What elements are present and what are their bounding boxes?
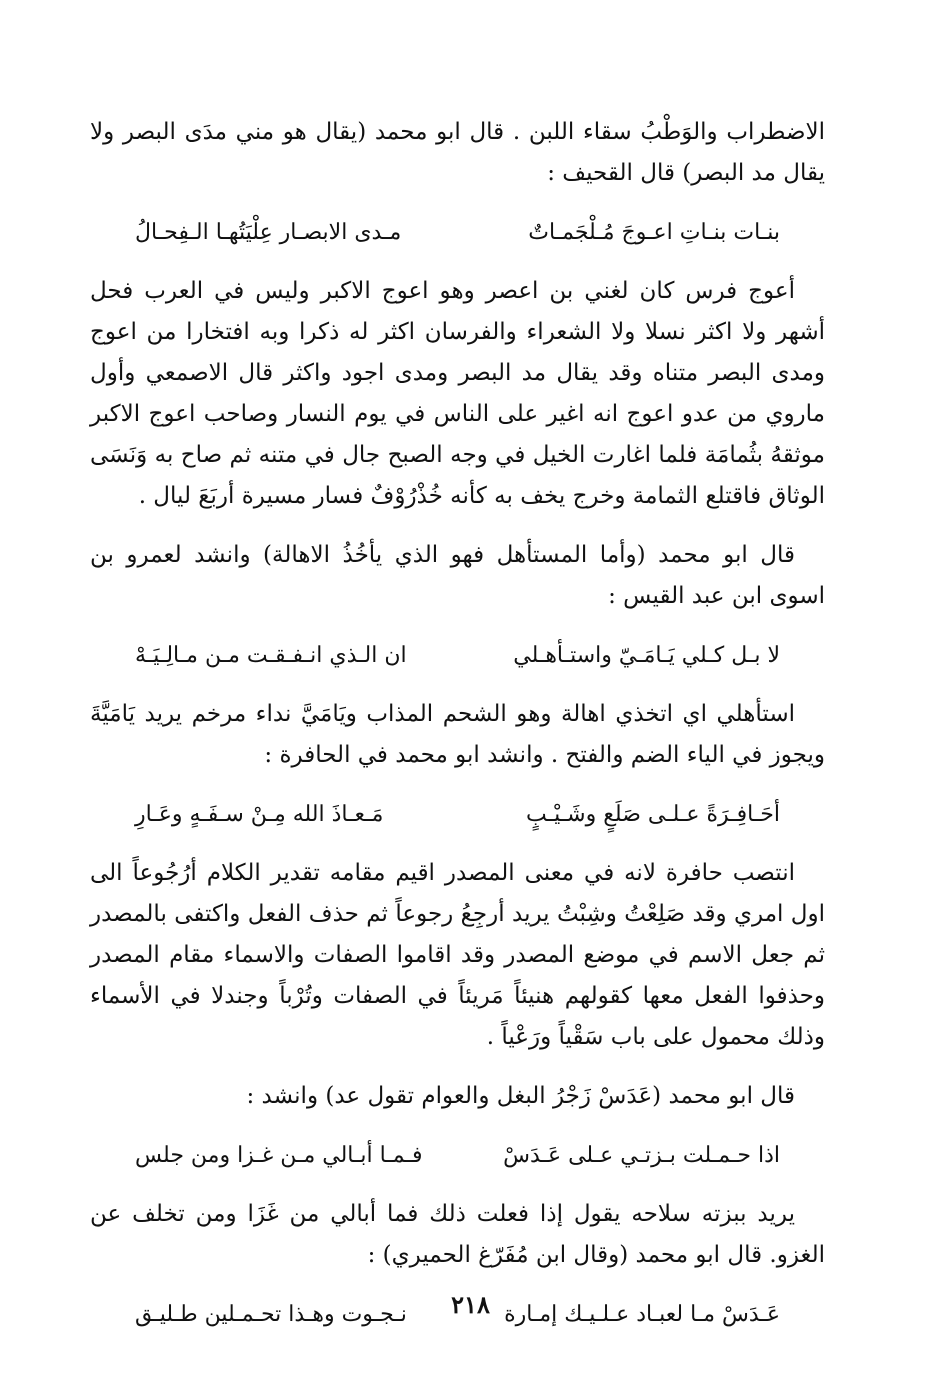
verse-line bbox=[90, 794, 825, 835]
paragraph: انتصب حافرة لانه في معنى المصدر اقيم مقامه تقدير الكلام أرُجُوعاً الى اول امري وقد صَلِعْتُ وشِبْتُ يريد أرجِعُ رجوعاً ثم حذف الفعل واكتفى بالمصدر ثم جعل الاسم في موضع المصدر وقد اقاموا الصفات والاسماء مقام المصدر وحذفوا الفعل معها كقولهم هنيئاً مَريئاً في الصفات وتُرْباً وجندلا في الأسماء وذلك محمول على باب سَقْياً ورَعْياً . bbox=[90, 860, 825, 1050]
paragraph: يريد ببزته سلاحه يقول إذا فعلت ذلك فما أبالي من غَزَا ومن تخلف عن الغزو. قال ابو محمد (وقال ابن مُفَرّغ الحميري) : bbox=[90, 1201, 825, 1268]
verse-first-hemistich: عَـدَسْ مـا لعبـاد عـلـيـك إمـارة bbox=[504, 1302, 780, 1327]
verse-line bbox=[90, 1135, 825, 1176]
paragraph: الاضطراب والوَطْبُ سقاء اللبن . قال ابو محمد (يقال هو مني مدَى البصر ولا يقال مد البصر) قال القحيف : bbox=[90, 119, 825, 186]
verse-first-hemistich: أحَـافِـرَةً عـلـى صَلَعٍ وشَـيْـبٍ bbox=[526, 802, 780, 827]
verse-line bbox=[90, 212, 825, 253]
verse-line bbox=[90, 635, 825, 676]
paragraph: أعوج فرس كان لغني بن اعصر وهو اعوج الاكبر وليس في العرب فحل أشهر ولا اكثر نسلا ولا الشعراء والفرسان اكثر له ذكرا وبه افتخارا من اعوج ومدى البصر متناه وقد يقال مد البصر ومدى اجود واكثر قال الاصمعي وأول ماروي من عدو اعوج انه اغير على الناس في يوم النسار وصاحب اعوج الاكبر موثقهُ بثُمامَة فلما اغارت الخيل في وجه الصبح جال في متنه ثم صاح به وَنَسَى الوثاق فاقتلع الثمامة وخرج يخف به كأنه خُذْرُوْفٌ فسار مسيرة أربَعَ ليال . bbox=[90, 278, 825, 509]
verse-second-hemistich: ان الـذي انـفـقـت مـن مـالِـيَـهْ bbox=[135, 643, 407, 668]
verse-second-hemistich: فـمـا أبـالي مـن غـزا ومن جلس bbox=[135, 1143, 423, 1168]
verse-first-hemistich: لا بـل كـلي يَـامَـيّ واستـأهـلي bbox=[513, 643, 780, 668]
paragraph: استأهلي اي اتخذي اهالة وهو الشحم المذاب ويَامَيَّ نداء مرخم يريد يَامَيَّةَ ويجوز في الياء الضم والفتح . وانشد ابو محمد في الحافرة : bbox=[90, 701, 825, 768]
verse-second-hemistich: نـجـوت وهـذا تحـمـلين طـليـق bbox=[135, 1302, 407, 1327]
page-number: ٢١٨ bbox=[451, 1290, 490, 1319]
paragraph: قال ابو محمد (وأما المستأهل فهو الذي يأخُذُ الاهالة) وانشد لعمرو بن اسوى ابن عبد القيس : bbox=[90, 542, 825, 609]
verse-second-hemistich: مـدى الابصـار عِلْيَتُهـا الـفِحـالُ bbox=[135, 220, 402, 245]
verse-first-hemistich: اذا حـمـلت بـزتـي عـلى عَـدَسْ bbox=[503, 1143, 780, 1168]
paragraph: قال ابو محمد (عَدَسْ زَجْرُ البغل والعوام تقول عد) وانشد : bbox=[246, 1083, 795, 1109]
verse-second-hemistich: مَـعـاذَ الله مِـنْ سـفَـهٍ وعَـارِ bbox=[135, 802, 384, 827]
verse-first-hemistich: بنـات بنـاتِ اعـوجَ مُـلْجَمـاتٌ bbox=[528, 220, 780, 245]
page-body bbox=[90, 112, 825, 1353]
